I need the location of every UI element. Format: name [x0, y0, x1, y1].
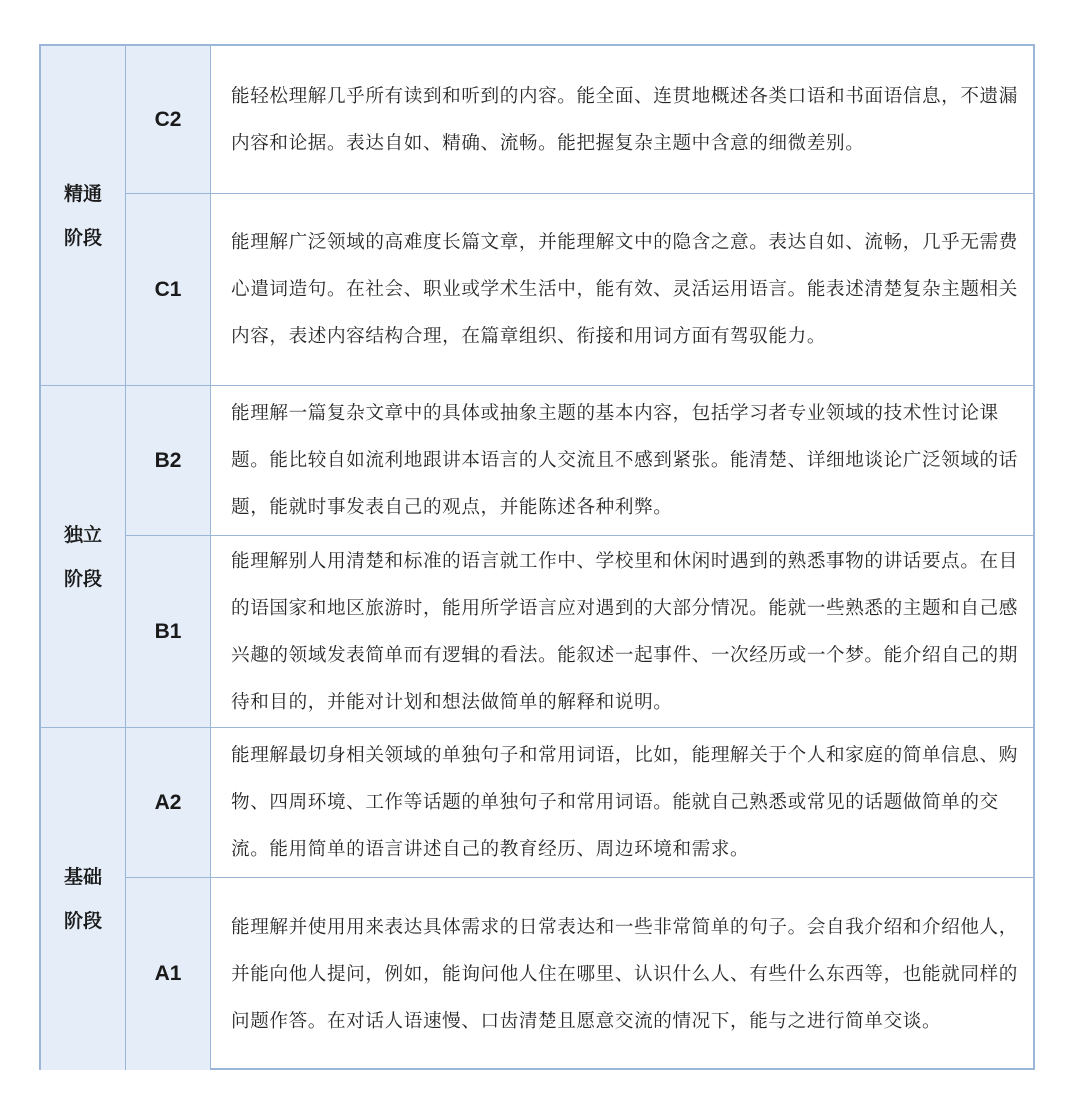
- description-a2: 能理解最切身相关领域的单独句子和常用词语，比如，能理解关于个人和家庭的简单信息、购物、四周环境、工作等话题的单独句子和常用词语。能就自己熟悉或常见的话题做简单的交流。能用简单的语言讲述自己的教育经历、周边环境和需求。: [211, 728, 1033, 878]
- stage-mastery: 精通 阶段: [41, 46, 126, 386]
- description-a1: 能理解并使用用来表达具体需求的日常表达和一些非常简单的句子。会自我介绍和介绍他人，并能向他人提问，例如，能询问他人住在哪里、认识什么人、有些什么东西等，也能就同样的问题作答。在对话人语速慢、口齿清楚且愿意交流的情况下，能与之进行简单交谈。: [231, 916, 1018, 1032]
- level-c2: C2: [126, 46, 211, 194]
- stage-basic: 基础 阶段: [41, 728, 126, 1070]
- stage-independent: 独立 阶段: [41, 386, 126, 728]
- level-c1: C1: [126, 194, 211, 386]
- description-c1: 能理解广泛领域的高难度长篇文章，并能理解文中的隐含之意。表达自如、流畅，几乎无需费心遣词造句。在社会、职业或学术生活中，能有效、灵活运用语言。能表述清楚复杂主题相关内容，表述内容结构合理，在篇章组织、衔接和用词方面有驾驭能力。: [211, 194, 1033, 386]
- description-b2: 能理解一篇复杂文章中的具体或抽象主题的基本内容，包括学习者专业领域的技术性讨论课题。能比较自如流利地跟讲本语言的人交流且不感到紧张。能清楚、详细地谈论广泛领域的话题，能就时事发表自己的观点，并能陈述各种利弊。: [211, 386, 1033, 536]
- description-c2: 能轻松理解几乎所有读到和听到的内容。能全面、连贯地概述各类口语和书面语信息，不遗漏内容和论据。表达自如、精确、流畅。能把握复杂主题中含意的细微差别。: [211, 46, 1033, 194]
- level-a1: A1: [126, 878, 211, 1070]
- level-b2: B2: [126, 386, 211, 536]
- description-b1: 能理解别人用清楚和标准的语言就工作中、学校里和休闲时遇到的熟悉事物的讲话要点。在目的语国家和地区旅游时，能用所学语言应对遇到的大部分情况。能就一些熟悉的主题和自己感兴趣的领域发表简单而有逻辑的看法。能叙述一起事件、一次经历或一个梦。能介绍自己的期待和目的，并能对计划和想法做简单的解释和说明。: [211, 536, 1033, 728]
- level-b1: B1: [126, 536, 211, 728]
- proficiency-table: [39, 44, 1035, 1070]
- level-a2: A2: [126, 728, 211, 878]
